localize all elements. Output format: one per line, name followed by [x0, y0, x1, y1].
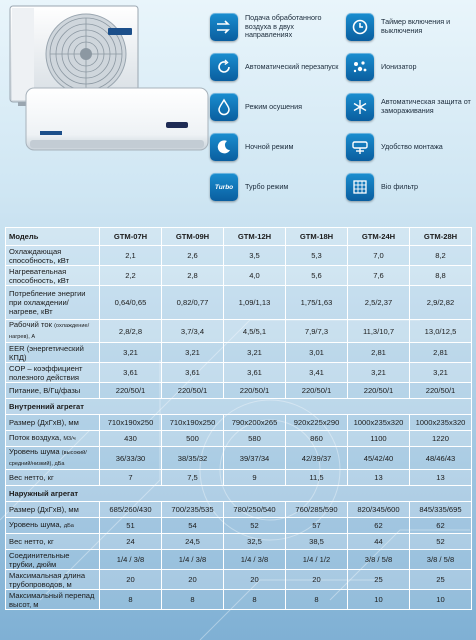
- table-cell: 9: [224, 470, 286, 486]
- feature-item: [346, 170, 476, 204]
- table-cell: 7,0: [348, 246, 410, 266]
- table-row: [6, 518, 472, 534]
- table-cell: 0,82/0,77: [162, 286, 224, 320]
- row-label-text: Питание, В/Гц/фазы: [9, 386, 81, 395]
- spec-table-body: [6, 246, 472, 610]
- row-label-text: Рабочий ток: [9, 320, 52, 329]
- table-row: [6, 266, 472, 286]
- table-cell: 1/4 / 3/8: [162, 550, 224, 570]
- row-label-text: Охлаждающая способность, кВт: [9, 246, 70, 265]
- table-cell: 1220: [410, 431, 472, 447]
- feature-label: Подача обработанного воздуха в двух направлениях: [245, 13, 322, 40]
- feature-item: [210, 50, 340, 84]
- table-cell: 2,8/2,8: [100, 320, 162, 343]
- table-cell: 0,64/0,65: [100, 286, 162, 320]
- table-cell: 25: [410, 570, 472, 590]
- table-cell: 3,5: [224, 246, 286, 266]
- table-cell: 580: [224, 431, 286, 447]
- section-row: [6, 399, 472, 415]
- table-cell: 8: [286, 590, 348, 610]
- table-cell: 36/33/30: [100, 447, 162, 470]
- table-cell: 62: [348, 518, 410, 534]
- feature-label: Bio фильтр: [381, 181, 418, 191]
- header-cell: GTM-18H: [286, 228, 348, 246]
- table-cell: 7,9/7,3: [286, 320, 348, 343]
- row-label: [6, 534, 100, 550]
- row-label: [6, 343, 100, 363]
- turbo-icon: [210, 173, 238, 201]
- ionizer-icon: [346, 53, 374, 81]
- section-row: [6, 486, 472, 502]
- table-cell: 2,2: [100, 266, 162, 286]
- table-row: [6, 246, 472, 266]
- row-label-text: Уровень шума,: [9, 520, 62, 529]
- timer-icon: [346, 13, 374, 41]
- table-cell: 5,6: [286, 266, 348, 286]
- table-cell: 220/50/1: [286, 383, 348, 399]
- table-cell: 1/4 / 3/8: [100, 550, 162, 570]
- table-row: [6, 470, 472, 486]
- table-cell: 20: [162, 570, 224, 590]
- table-cell: 11,3/10,7: [348, 320, 410, 343]
- table-cell: 500: [162, 431, 224, 447]
- row-label-text: Вес нетто, кг: [9, 537, 54, 546]
- header-cell: GTM-24H: [348, 228, 410, 246]
- dry-mode-icon: [210, 93, 238, 121]
- bio-filter-icon: [346, 173, 374, 201]
- table-header-row: [6, 228, 472, 246]
- table-cell: 20: [224, 570, 286, 590]
- table-cell: 32,5: [224, 534, 286, 550]
- section-label: Внутренний агрегат: [6, 399, 472, 415]
- table-cell: 10: [410, 590, 472, 610]
- feature-label: Автоматический перезапуск: [245, 61, 339, 71]
- row-label-note: (высокий/ средний/низкий), дБа: [9, 450, 87, 467]
- table-cell: 7: [100, 470, 162, 486]
- table-cell: 1100: [348, 431, 410, 447]
- row-label-text: Максимальный перепад высот, м: [9, 590, 95, 609]
- table-cell: 48/46/43: [410, 447, 472, 470]
- section-label: Наружный агрегат: [6, 486, 472, 502]
- table-cell: 1/4 / 1/2: [286, 550, 348, 570]
- table-cell: 8: [162, 590, 224, 610]
- table-cell: 8: [224, 590, 286, 610]
- row-label: [6, 447, 100, 470]
- table-cell: 1,75/1,63: [286, 286, 348, 320]
- row-label-text: Вес нетто, кг: [9, 473, 54, 482]
- table-cell: 2,81: [410, 343, 472, 363]
- table-cell: 3/8 / 5/8: [410, 550, 472, 570]
- table-row: [6, 447, 472, 470]
- table-cell: 8,2: [410, 246, 472, 266]
- row-label: [6, 363, 100, 383]
- row-label-note: М3/ч: [63, 436, 76, 442]
- table-cell: 3,21: [224, 343, 286, 363]
- row-label: [6, 570, 100, 590]
- table-row: [6, 570, 472, 590]
- feature-label: Автоматическая защита от замораживания: [381, 97, 471, 115]
- row-label-text: Потребление энергии при охлаждении/ нагреве, кВт: [9, 289, 86, 316]
- table-cell: 25: [348, 570, 410, 590]
- spec-table: [5, 227, 472, 610]
- table-cell: 20: [100, 570, 162, 590]
- feature-item: [210, 90, 340, 124]
- table-row: [6, 502, 472, 518]
- table-cell: 845/335/695: [410, 502, 472, 518]
- row-label: [6, 286, 100, 320]
- header-cell: GTM-12H: [224, 228, 286, 246]
- table-cell: 220/50/1: [410, 383, 472, 399]
- row-label-text: Нагревательная способность, кВт: [9, 266, 70, 285]
- feature-list: [210, 10, 472, 210]
- table-cell: 2,9/2,82: [410, 286, 472, 320]
- table-cell: 45/42/40: [348, 447, 410, 470]
- row-label: [6, 502, 100, 518]
- row-label-text: Размер (ДхГхВ), мм: [9, 418, 79, 427]
- row-label: [6, 470, 100, 486]
- easy-install-icon: [346, 133, 374, 161]
- table-cell: 62: [410, 518, 472, 534]
- table-cell: 3,21: [348, 363, 410, 383]
- air-direction-icon: [210, 13, 238, 41]
- feature-item: [346, 50, 476, 84]
- feature-item: [346, 10, 476, 44]
- night-mode-icon: [210, 133, 238, 161]
- table-cell: 780/250/540: [224, 502, 286, 518]
- table-cell: 3,61: [162, 363, 224, 383]
- table-cell: 2,6: [162, 246, 224, 266]
- auto-restart-icon: [210, 53, 238, 81]
- table-cell: 430: [100, 431, 162, 447]
- indoor-unit: [26, 88, 208, 150]
- row-label-text: Поток воздуха,: [9, 433, 62, 442]
- air-conditioner-illustration: [0, 0, 215, 212]
- header-cell: GTM-09H: [162, 228, 224, 246]
- table-cell: 13: [410, 470, 472, 486]
- table-cell: 700/235/535: [162, 502, 224, 518]
- row-label: [6, 266, 100, 286]
- table-cell: 24: [100, 534, 162, 550]
- table-cell: 3/8 / 5/8: [348, 550, 410, 570]
- table-cell: 820/345/600: [348, 502, 410, 518]
- table-cell: 20: [286, 570, 348, 590]
- table-cell: 3,21: [410, 363, 472, 383]
- table-cell: 710x190x250: [100, 415, 162, 431]
- table-row: [6, 550, 472, 570]
- table-cell: 57: [286, 518, 348, 534]
- header-cell: GTM-07H: [100, 228, 162, 246]
- feature-item: [210, 170, 340, 204]
- table-row: [6, 363, 472, 383]
- table-cell: 51: [100, 518, 162, 534]
- row-label: [6, 590, 100, 610]
- table-cell: 24,5: [162, 534, 224, 550]
- table-row: [6, 286, 472, 320]
- table-cell: 3,7/3,4: [162, 320, 224, 343]
- table-cell: 52: [224, 518, 286, 534]
- table-cell: 13: [348, 470, 410, 486]
- table-cell: 1000x235x320: [410, 415, 472, 431]
- table-row: [6, 415, 472, 431]
- table-cell: 11,5: [286, 470, 348, 486]
- table-cell: 44: [348, 534, 410, 550]
- feature-label: Таймер включения и выключения: [381, 17, 451, 35]
- table-cell: 2,8: [162, 266, 224, 286]
- table-cell: 52: [410, 534, 472, 550]
- table-cell: 920x225x290: [286, 415, 348, 431]
- row-label-text: Уровень шума: [9, 447, 60, 456]
- anti-freeze-icon: [346, 93, 374, 121]
- table-cell: 13,0/12,5: [410, 320, 472, 343]
- row-label-text: EER (энергетический КПД): [9, 343, 84, 362]
- table-cell: 3,21: [162, 343, 224, 363]
- table-cell: 2,5/2,37: [348, 286, 410, 320]
- row-label-text: Размер (ДхГхВ), мм: [9, 505, 79, 514]
- table-cell: 4,5/5,1: [224, 320, 286, 343]
- row-label-text: COP – коэффициент полезного действия: [9, 363, 83, 382]
- table-cell: 7,6: [348, 266, 410, 286]
- table-row: [6, 534, 472, 550]
- table-cell: 1000x235x320: [348, 415, 410, 431]
- feature-label: Удобство монтажа: [381, 141, 443, 151]
- table-cell: 42/39/37: [286, 447, 348, 470]
- feature-label: Ночной режим: [245, 141, 294, 151]
- row-label: [6, 518, 100, 534]
- row-label: [6, 320, 100, 343]
- row-label: [6, 550, 100, 570]
- row-label: [6, 431, 100, 447]
- table-cell: 685/260/430: [100, 502, 162, 518]
- feature-item: [346, 130, 476, 164]
- feature-item: [346, 90, 476, 124]
- table-cell: 220/50/1: [100, 383, 162, 399]
- table-cell: 2,81: [348, 343, 410, 363]
- table-cell: 8: [100, 590, 162, 610]
- table-cell: 10: [348, 590, 410, 610]
- table-cell: 5,3: [286, 246, 348, 266]
- turbo-badge: Turbo: [214, 183, 234, 191]
- feature-label: Ионизатор: [381, 61, 417, 71]
- table-cell: 860: [286, 431, 348, 447]
- row-label-text: Максимальная длина трубопроводов, м: [9, 570, 86, 589]
- table-cell: 220/50/1: [348, 383, 410, 399]
- table-cell: 220/50/1: [224, 383, 286, 399]
- table-row: [6, 320, 472, 343]
- table-cell: 3,61: [100, 363, 162, 383]
- row-label: [6, 415, 100, 431]
- table-row: [6, 590, 472, 610]
- table-cell: 3,61: [224, 363, 286, 383]
- feature-item: [210, 10, 340, 44]
- table-cell: 8,8: [410, 266, 472, 286]
- table-cell: 3,41: [286, 363, 348, 383]
- table-cell: 760/285/590: [286, 502, 348, 518]
- table-cell: 2,1: [100, 246, 162, 266]
- row-label: [6, 246, 100, 266]
- feature-label: Режим осушения: [245, 101, 302, 111]
- header-cell: GTM-28H: [410, 228, 472, 246]
- table-cell: 7,5: [162, 470, 224, 486]
- table-cell: 38/35/32: [162, 447, 224, 470]
- row-label-note: дБа: [63, 523, 74, 529]
- table-cell: 54: [162, 518, 224, 534]
- table-cell: 710x190x250: [162, 415, 224, 431]
- row-label-text: Соединительные трубки, дюйм: [9, 550, 70, 569]
- header-cell: Модель: [6, 228, 100, 246]
- table-cell: 3,01: [286, 343, 348, 363]
- table-row: [6, 383, 472, 399]
- feature-label: Турбо режим: [245, 181, 289, 191]
- table-cell: 1/4 / 3/8: [224, 550, 286, 570]
- table-cell: 1,09/1,13: [224, 286, 286, 320]
- table-cell: 3,21: [100, 343, 162, 363]
- table-cell: 4,0: [224, 266, 286, 286]
- feature-item: [210, 130, 340, 164]
- table-cell: 39/37/34: [224, 447, 286, 470]
- table-cell: 220/50/1: [162, 383, 224, 399]
- table-cell: 790x200x265: [224, 415, 286, 431]
- row-label: [6, 383, 100, 399]
- table-row: [6, 343, 472, 363]
- table-cell: 38,5: [286, 534, 348, 550]
- table-row: [6, 431, 472, 447]
- row-label-note: (охлаждение/нагрев), А: [9, 323, 90, 340]
